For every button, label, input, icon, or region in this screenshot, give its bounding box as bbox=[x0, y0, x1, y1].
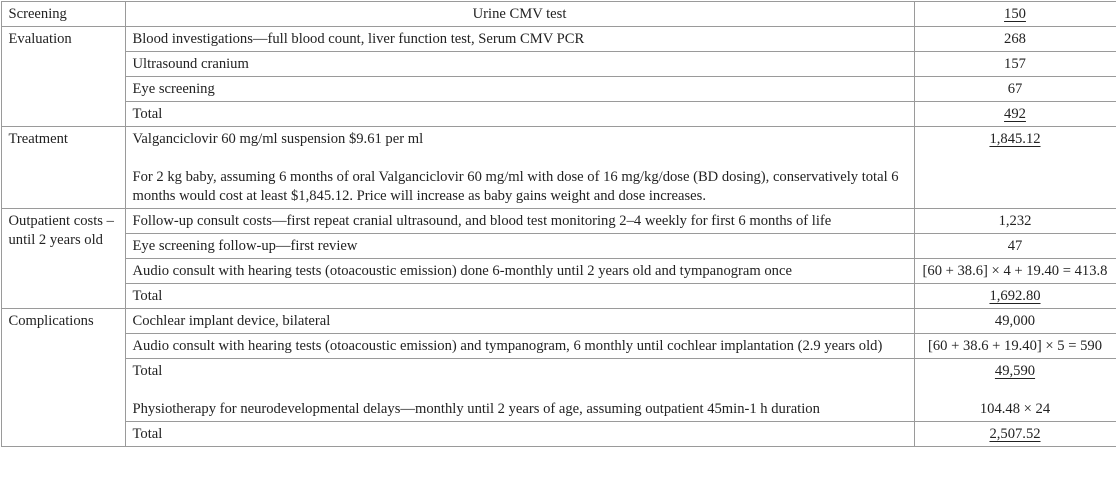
cost-cell: 47 bbox=[914, 233, 1116, 258]
item-text: Physiotherapy for neurodevelopmental delays—monthly until 2 years of age, assuming outpatient 45min-1 h duration bbox=[132, 400, 820, 417]
total-value: 2,507.52 bbox=[989, 425, 1041, 442]
table-row bbox=[1, 233, 1116, 258]
item-cell: Ultrasound cranium bbox=[125, 51, 914, 76]
cost-value: 150 bbox=[1004, 5, 1026, 22]
total-label: Total bbox=[125, 283, 914, 308]
cost-value: 104.48 × 24 bbox=[979, 400, 1051, 417]
cost-cell: 49,000 bbox=[914, 308, 1116, 333]
item-text: Valganciclovir 60 mg/ml suspension $9.61 per ml bbox=[132, 130, 424, 147]
cost-cell bbox=[914, 126, 1116, 208]
item-cell: Audio consult with hearing tests (otoacoustic emission) done 6-monthly until 2 years old and tympanogram once bbox=[125, 258, 914, 283]
cost-cell bbox=[914, 358, 1116, 421]
cost-cell: 1,232 bbox=[914, 208, 1116, 233]
item-note: For 2 kg baby, assuming 6 months of oral Valganciclovir 60 mg/ml with dose of 16 mg/kg/dose (BD dosing), conservatively total 6 months would cost at least $1,845.12. Price will increase as baby gains weight and dose increases. bbox=[132, 168, 899, 204]
table-row bbox=[1, 283, 1116, 308]
category-cell: Treatment bbox=[1, 126, 125, 208]
item-cell: Follow-up consult costs—first repeat cranial ultrasound, and blood test monitoring 2–4 weekly for first 6 months of life bbox=[125, 208, 914, 233]
item-cell bbox=[125, 358, 914, 421]
total-value: 1,692.80 bbox=[989, 287, 1041, 304]
total-label: Total bbox=[125, 101, 914, 126]
cost-cell bbox=[914, 101, 1116, 126]
item-cell bbox=[125, 126, 914, 208]
category-cell: Screening bbox=[1, 1, 125, 26]
cost-cell: [60 + 38.6 + 19.40] × 5 = 590 bbox=[914, 333, 1116, 358]
spacer bbox=[922, 381, 1109, 400]
table-row bbox=[1, 208, 1116, 233]
cost-cell bbox=[914, 283, 1116, 308]
table-row bbox=[1, 333, 1116, 358]
table-row bbox=[1, 421, 1116, 446]
item-cell: Eye screening bbox=[125, 76, 914, 101]
cost-value: 1,845.12 bbox=[989, 130, 1041, 147]
table-row bbox=[1, 101, 1116, 126]
item-cell: Blood investigations—full blood count, liver function test, Serum CMV PCR bbox=[125, 26, 914, 51]
cost-cell bbox=[914, 421, 1116, 446]
total-value: 49,590 bbox=[994, 362, 1036, 379]
item-cell: Audio consult with hearing tests (otoacoustic emission) and tympanogram, 6 monthly until cochlear implantation (2.9 years old) bbox=[125, 333, 914, 358]
total-value: 492 bbox=[1004, 105, 1026, 122]
item-cell: Cochlear implant device, bilateral bbox=[125, 308, 914, 333]
table-row bbox=[1, 258, 1116, 283]
cost-cell: 67 bbox=[914, 76, 1116, 101]
table-row bbox=[1, 308, 1116, 333]
table-row bbox=[1, 76, 1116, 101]
cost-cell: [60 + 38.6] × 4 + 19.40 = 413.8 bbox=[914, 258, 1116, 283]
cost-table bbox=[1, 1, 1116, 447]
spacer bbox=[133, 149, 907, 168]
table-row bbox=[1, 1, 1116, 26]
category-cell: Evaluation bbox=[1, 26, 125, 126]
table-row bbox=[1, 126, 1116, 208]
category-cell: Complications bbox=[1, 308, 125, 446]
table-row bbox=[1, 26, 1116, 51]
spacer bbox=[133, 381, 907, 400]
cost-cell: 157 bbox=[914, 51, 1116, 76]
table-row bbox=[1, 358, 1116, 421]
item-cell: Urine CMV test bbox=[125, 1, 914, 26]
table-row bbox=[1, 51, 1116, 76]
cost-cell bbox=[914, 1, 1116, 26]
item-cell: Eye screening follow-up—first review bbox=[125, 233, 914, 258]
cost-cell: 268 bbox=[914, 26, 1116, 51]
total-label: Total bbox=[125, 421, 914, 446]
total-label: Total bbox=[132, 362, 163, 379]
category-cell: Outpatient costs – until 2 years old bbox=[1, 208, 125, 308]
